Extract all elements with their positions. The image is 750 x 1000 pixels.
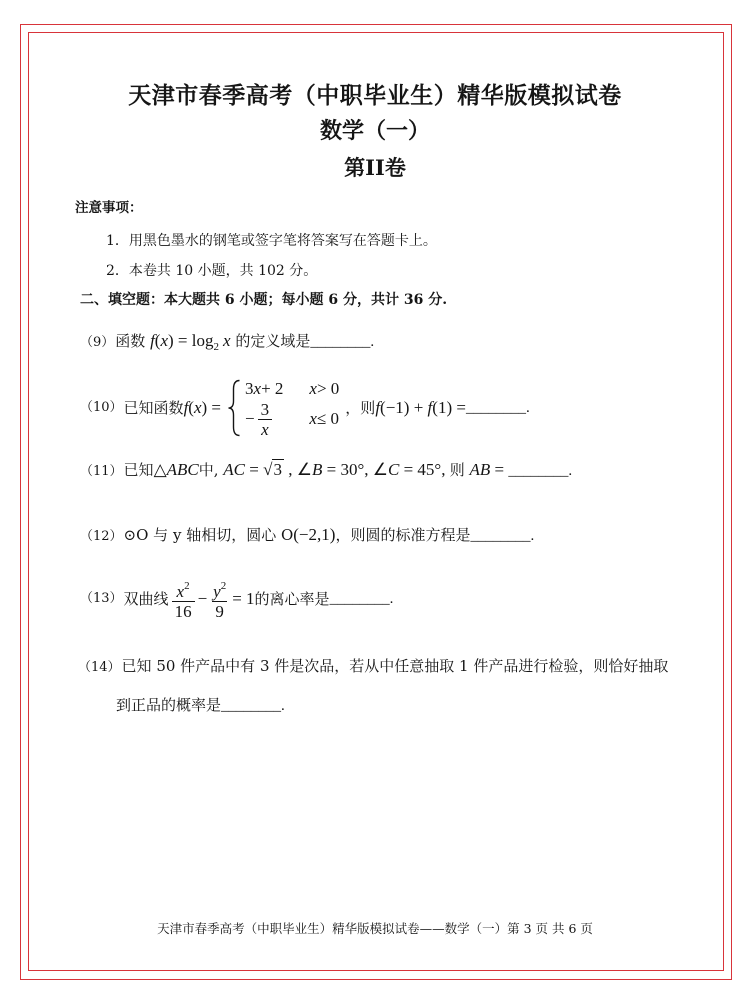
math-symbol: f [183, 398, 189, 417]
math-expression [184, 397, 221, 419]
math-symbol: B [311, 460, 323, 479]
fraction-numerator [174, 577, 193, 601]
fraction-denominator: 9 [212, 601, 227, 621]
math-symbol: x [309, 378, 317, 398]
question-number: （9） [80, 335, 115, 350]
math-text: , [283, 460, 297, 479]
question-number: （12） [80, 529, 123, 544]
math-symbol: x [253, 378, 262, 398]
math-text: = [245, 460, 264, 479]
question-text: ，则圆的标准方程是 [335, 526, 471, 544]
math-text: 3 [245, 378, 254, 398]
math-text: (−1) + [380, 398, 428, 417]
case-2-condition [309, 408, 339, 430]
math-text: ) = [201, 398, 222, 417]
math-symbol: f [150, 331, 155, 350]
math-superscript: 2 [220, 580, 227, 592]
math-symbol: f [375, 398, 381, 417]
math-symbol: x [309, 409, 317, 428]
exam-volume: 第II卷 [344, 155, 406, 180]
fraction-numerator [210, 577, 229, 601]
question-text: 已知 [123, 461, 154, 479]
case-2-expression [245, 400, 283, 439]
angle-symbol: ∠ [296, 460, 312, 479]
math-text: ( [188, 398, 194, 417]
question-text: ⊙O 与 y 轴相切，圆心 O [123, 526, 294, 544]
sqrt-symbol: √ [263, 460, 273, 479]
fraction-denominator: 16 [172, 601, 195, 621]
question-text: ，则 [345, 399, 376, 417]
answer-blank: ________. [221, 698, 285, 714]
math-text: = 45°, [399, 460, 450, 479]
question-text: 中, [198, 461, 224, 479]
section-heading: 二、填空题：本大题共 6 小题；每小题 6 分，共计 36 分. [80, 292, 448, 308]
math-text: ≤ 0 [316, 409, 340, 428]
question-11 [80, 459, 572, 483]
math-symbol: f [427, 398, 433, 417]
sqrt-radicand: 3 [273, 460, 282, 479]
fraction-numerator: 3 [260, 399, 270, 419]
notice-item-1: 1．用黑色墨水的钢笔或签字笔将答案写在答题卡上。 [106, 233, 437, 249]
case-1-expression [245, 378, 283, 400]
math-text: = 30°, [322, 460, 373, 479]
math-expression [150, 331, 231, 353]
question-12 [80, 524, 534, 548]
math-text: (1) = [432, 398, 466, 417]
question-text: 的定义域是 [230, 332, 311, 350]
question-10 [80, 376, 530, 440]
math-expression [470, 460, 509, 479]
math-symbol: x [176, 582, 185, 601]
math-expression [169, 577, 255, 621]
case-1-condition [309, 378, 339, 400]
fraction [210, 577, 229, 621]
notice-item-2: 2．本卷共 10 小题，共 102 分。 [106, 263, 318, 279]
math-symbol: AC [223, 460, 246, 479]
fraction [172, 577, 195, 621]
question-9 [80, 330, 374, 358]
question-text: 则 [449, 461, 470, 479]
math-subscript: 2 [213, 341, 219, 353]
math-symbol: x [160, 331, 169, 350]
page-footer: 天津市春季高考（中职毕业生）精华版模拟试卷——数学（一）第 3 页 共 6 页 [157, 921, 593, 936]
question-text: 到正品的概率是 [116, 696, 222, 714]
math-symbol: y [213, 582, 221, 601]
answer-blank: ________. [310, 334, 375, 350]
math-symbol: ABC [166, 460, 199, 479]
answer-blank: ________. [470, 528, 535, 544]
math-text: − [245, 409, 255, 428]
question-number: （13） [80, 591, 123, 606]
question-number: （14） [78, 660, 121, 675]
question-text: 双曲线 [123, 590, 169, 608]
triangle-symbol: △ [153, 460, 167, 479]
exam-subject: 数学（一） [319, 118, 430, 144]
answer-blank: ________. [508, 463, 573, 479]
math-symbol: x [223, 331, 231, 350]
question-number: （11） [80, 464, 123, 479]
answer-blank: ________. [465, 400, 530, 416]
question-text: 的离心率是 [254, 590, 330, 608]
question-13 [80, 576, 393, 622]
math-text: ) = log [168, 331, 214, 350]
question-number: （10） [80, 400, 123, 415]
math-expression [223, 459, 449, 479]
math-text: > 0 [316, 378, 340, 398]
math-symbol: C [388, 460, 400, 479]
angle-symbol: ∠ [372, 460, 388, 479]
answer-blank: ________. [329, 591, 394, 607]
question-text: 已知函数 [123, 399, 184, 417]
math-text: − [197, 589, 208, 608]
fraction-denominator: x [258, 419, 272, 439]
question-text: 函数 [115, 332, 151, 350]
math-text: = 1 [232, 589, 255, 608]
question-text: 已知 50 件产品中有 3 件是次品，若从中任意抽取 1 件产品进行检验，则恰好抽取 [121, 657, 669, 675]
math-superscript: 2 [184, 580, 190, 592]
math-expression: (−2,1) [293, 525, 336, 544]
left-brace-icon [227, 379, 241, 437]
math-text: = [490, 460, 509, 479]
fraction [258, 400, 273, 439]
piecewise-cases [245, 378, 339, 439]
question-14-line-1 [78, 655, 668, 679]
question-14-line-2 [116, 694, 285, 717]
exam-title: 天津市春季高考（中职毕业生）精华版模拟试卷 [128, 82, 622, 109]
math-text: ( [154, 331, 161, 350]
math-symbol: AB [469, 460, 491, 479]
math-symbol: x [193, 398, 202, 417]
notice-heading: 注意事项： [75, 200, 143, 216]
math-expression [375, 397, 466, 419]
math-text: + 2 [261, 378, 284, 398]
